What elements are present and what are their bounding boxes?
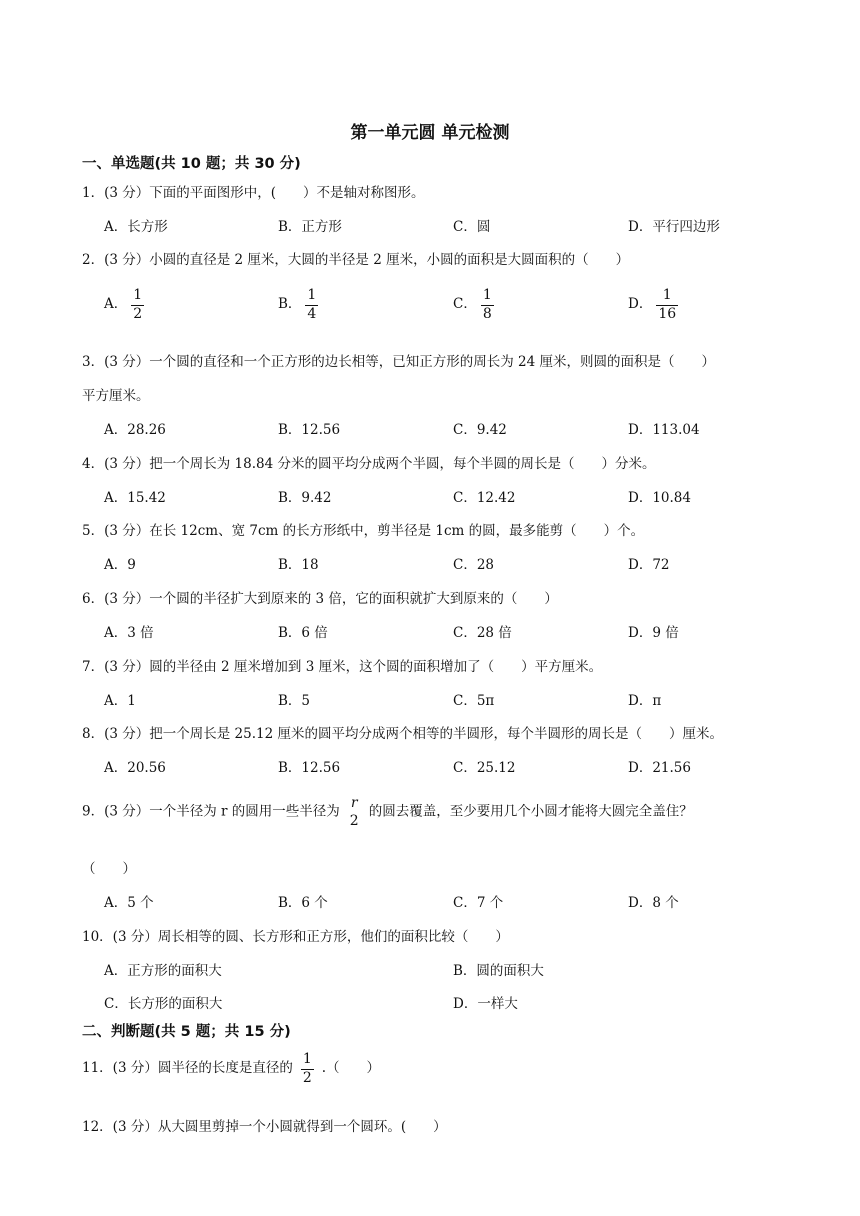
fraction-denominator: 4 bbox=[307, 305, 317, 322]
question-12-stem: 12．(3 分）从大圆里剪掉一个小圆就得到一个圆环。( ） bbox=[82, 1119, 447, 1135]
question-9-answer-blank: （ ） bbox=[82, 861, 136, 877]
question-9-text-after: 的圆去覆盖，至少要用几个小圆才能将大圆完全盖住？ bbox=[368, 803, 693, 820]
fraction-denominator: 8 bbox=[482, 305, 492, 322]
question-4-option-b[interactable]: B．9.42 bbox=[278, 490, 332, 506]
question-1-option-a[interactable]: A．长方形 bbox=[104, 219, 168, 235]
option-label: B． bbox=[278, 296, 302, 313]
fraction-numerator: 1 bbox=[302, 1051, 312, 1067]
question-6-option-b[interactable]: B．6 倍 bbox=[278, 625, 328, 641]
question-5-option-d[interactable]: D．72 bbox=[628, 557, 670, 573]
question-3-option-b[interactable]: B．12.56 bbox=[278, 422, 341, 438]
question-10-option-b[interactable]: B．圆的面积大 bbox=[453, 963, 544, 979]
fraction bbox=[301, 1052, 314, 1085]
question-10-option-c[interactable]: C．长方形的面积大 bbox=[104, 996, 223, 1012]
page-title: 第一单元圆 单元检测 bbox=[350, 123, 510, 143]
question-7-option-d[interactable]: D．π bbox=[628, 693, 662, 709]
question-10-option-d[interactable]: D．一样大 bbox=[453, 996, 518, 1012]
question-3-option-d[interactable]: D．113.04 bbox=[628, 422, 700, 438]
fraction-denominator: 2 bbox=[302, 1069, 312, 1086]
question-7-option-b[interactable]: B．5 bbox=[278, 693, 311, 709]
question-1-option-c[interactable]: C．圆 bbox=[453, 219, 491, 235]
question-5-stem: 5．(3 分）在长 12cm、宽 7cm 的长方形纸中，剪半径是 1cm 的圆，最多能剪（ ）个。 bbox=[82, 523, 645, 539]
fraction bbox=[656, 288, 678, 321]
fraction bbox=[481, 288, 494, 321]
question-2-option-d[interactable] bbox=[628, 288, 682, 321]
question-4-option-a[interactable]: A．15.42 bbox=[104, 490, 166, 506]
question-8-option-b[interactable]: B．12.56 bbox=[278, 760, 341, 776]
question-3-option-c[interactable]: C．9.42 bbox=[453, 422, 507, 438]
question-4-stem: 4．(3 分）把一个周长为 18.84 分米的圆平均分成两个半圆，每个半圆的周长是（ ）分米。 bbox=[82, 456, 656, 472]
question-9-option-a[interactable]: A．5 个 bbox=[104, 895, 154, 911]
option-label: A． bbox=[104, 296, 128, 313]
fraction-denominator: 16 bbox=[658, 305, 677, 322]
question-5-option-a[interactable]: A．9 bbox=[104, 557, 136, 573]
question-11-text-after: .（ ） bbox=[321, 1060, 381, 1077]
question-1-option-b[interactable]: B．正方形 bbox=[278, 219, 342, 235]
question-2-option-b[interactable] bbox=[278, 288, 322, 321]
question-11-text-before: 11．(3 分）圆半径的长度是直径的 bbox=[82, 1060, 293, 1077]
question-5-option-c[interactable]: C．28 bbox=[453, 557, 495, 573]
question-9-option-c[interactable]: C．7 个 bbox=[453, 895, 504, 911]
section-heading-true-false: 二、判断题(共 5 题；共 15 分) bbox=[82, 1024, 291, 1040]
question-10-option-a[interactable]: A．正方形的面积大 bbox=[104, 963, 222, 979]
question-8-option-c[interactable]: C．25.12 bbox=[453, 760, 516, 776]
question-3-stem: 3．(3 分）一个圆的直径和一个正方形的边长相等，已知正方形的周长为 24 厘米，则圆的面积是（ ） bbox=[82, 354, 715, 370]
fraction bbox=[348, 796, 361, 828]
question-10-stem: 10．(3 分）周长相等的圆、长方形和正方形，他们的面积比较（ ） bbox=[82, 929, 509, 945]
question-11-stem bbox=[82, 1052, 380, 1085]
question-7-option-a[interactable]: A．1 bbox=[104, 693, 136, 709]
question-2-stem: 2．(3 分）小圆的直径是 2 厘米，大圆的半径是 2 厘米，小圆的面积是大圆面积的（ ） bbox=[82, 252, 630, 268]
option-label: C． bbox=[453, 296, 477, 313]
question-9-option-d[interactable]: D．8 个 bbox=[628, 895, 679, 911]
question-2-option-c[interactable] bbox=[453, 288, 498, 321]
fraction-denominator: 2 bbox=[349, 812, 359, 829]
question-8-option-d[interactable]: D．21.56 bbox=[628, 760, 691, 776]
fraction-denominator: 2 bbox=[133, 305, 143, 322]
option-label: D． bbox=[628, 296, 653, 313]
fraction bbox=[131, 288, 144, 321]
question-9-option-b[interactable]: B．6 个 bbox=[278, 895, 328, 911]
fraction-numerator: 1 bbox=[133, 287, 143, 303]
question-1-stem: 1．(3 分）下面的平面图形中，( ）不是轴对称图形。 bbox=[82, 185, 425, 201]
question-7-stem: 7．(3 分）圆的半径由 2 厘米增加到 3 厘米，这个圆的面积增加了（ ）平方厘米。 bbox=[82, 659, 603, 675]
question-7-option-c[interactable]: C．5π bbox=[453, 693, 495, 709]
question-6-stem: 6．(3 分）一个圆的半径扩大到原来的 3 倍，它的面积就扩大到原来的（ ） bbox=[82, 591, 558, 607]
fraction-numerator: 1 bbox=[482, 287, 492, 303]
question-8-option-a[interactable]: A．20.56 bbox=[104, 760, 166, 776]
question-4-option-c[interactable]: C．12.42 bbox=[453, 490, 516, 506]
fraction-numerator: 1 bbox=[662, 287, 672, 303]
fraction bbox=[305, 288, 318, 321]
question-3-stem-continued: 平方厘米。 bbox=[82, 388, 150, 404]
fraction-numerator: 1 bbox=[307, 287, 317, 303]
question-4-option-d[interactable]: D．10.84 bbox=[628, 490, 691, 506]
question-1-option-d[interactable]: D．平行四边形 bbox=[628, 219, 720, 235]
fraction-numerator: r bbox=[350, 795, 358, 811]
question-6-option-a[interactable]: A．3 倍 bbox=[104, 625, 154, 641]
question-8-stem: 8．(3 分）把一个周长是 25.12 厘米的圆平均分成两个相等的半圆形，每个半圆形的周长是（ ）厘米。 bbox=[82, 726, 723, 742]
question-3-option-a[interactable]: A．28.26 bbox=[104, 422, 166, 438]
question-2-option-a[interactable] bbox=[104, 288, 148, 321]
question-9-text-before: 9．(3 分）一个半径为 r 的圆用一些半径为 bbox=[82, 803, 340, 820]
question-5-option-b[interactable]: B．18 bbox=[278, 557, 319, 573]
question-6-option-c[interactable]: C．28 倍 bbox=[453, 625, 512, 641]
question-9-stem bbox=[82, 796, 693, 828]
section-heading-single-choice: 一、单选题(共 10 题；共 30 分) bbox=[82, 156, 301, 172]
question-6-option-d[interactable]: D．9 倍 bbox=[628, 625, 679, 641]
